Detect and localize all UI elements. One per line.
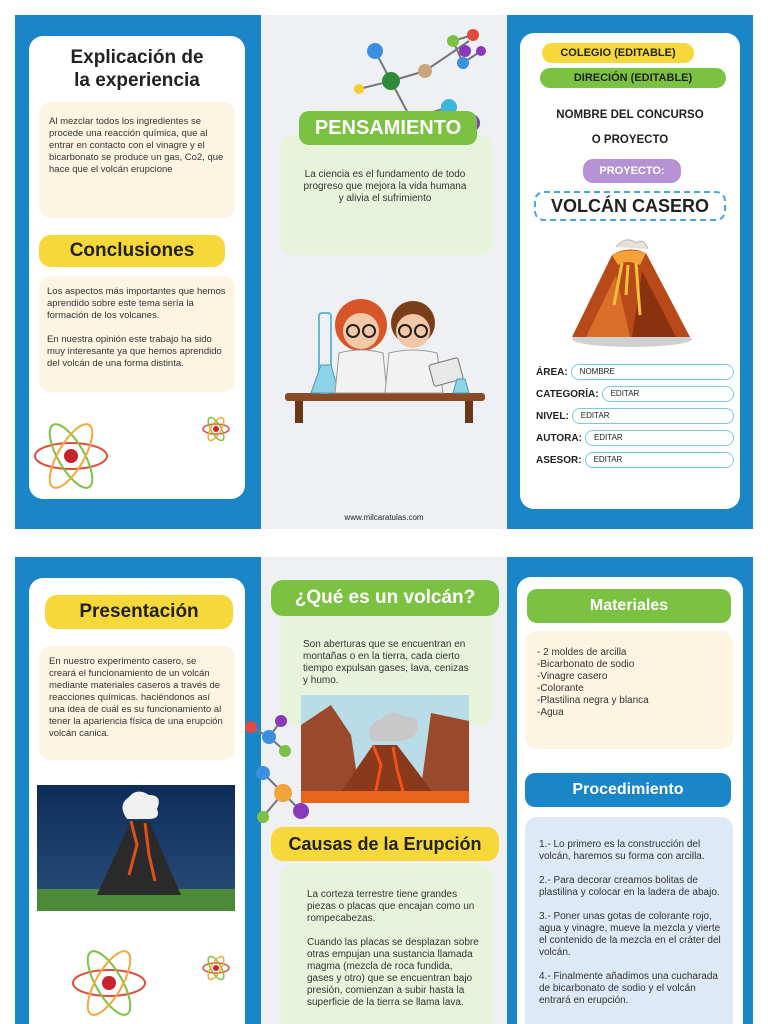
causas-para1: La corteza terrestre tiene grandes piezas o placas que encajan como un rompecabezas. [307,889,475,924]
concurso-title [520,103,740,153]
direccion-label: DIRECIÓN (EDITABLE) [540,68,726,88]
field-area-input[interactable]: NOMBRE [571,364,734,380]
brochure-outer-side [15,15,753,529]
concurso-line2: O PROYECTO [591,134,669,146]
causas-title: Causas de la Erupción [271,827,499,861]
conclusiones-title: Conclusiones [39,235,225,267]
atom-icon [31,416,111,496]
procedimiento-step: 2.- Para decorar creamos bolitas de plastilina y colocar en la ladera de abajo. [539,875,720,898]
kids-scientists-illustration [281,283,491,425]
proyecto-label: PROYECTO: [583,159,681,183]
material-item: -Agua [537,707,564,718]
field-autora-label: AUTORA: [536,432,582,444]
procedimiento-steps [525,817,733,1024]
concurso-line1: NOMBRE DEL CONCURSO [556,109,704,121]
panel-cover [507,15,753,529]
field-categoria [536,386,734,402]
procedimiento-step: 3.- Poner unas gotas de colorante rojo, agua y vinagre, mueve la mezcla y vierte el contenido de la mezcla en el cráter del volcán. [539,911,721,958]
materiales-title: Materiales [527,589,731,623]
card-materiales [517,577,743,1024]
field-nivel-input[interactable]: EDITAR [572,408,734,424]
pensamiento-box [281,135,493,255]
material-item: -Vinagre casero [537,671,608,682]
conclusiones-para1: Los aspectos más importantes que hemos aprendido sobre este tema sería la formación de los volcanes. [47,286,226,321]
panel-pensamiento [261,15,507,529]
website-footer: www.milcaratulas.com [344,513,424,522]
field-asesor [536,452,734,468]
field-categoria-input[interactable]: EDITAR [602,386,734,402]
panel-materiales [507,557,753,1024]
materiales-list [525,631,733,749]
field-autora [536,430,734,446]
field-nivel-label: NIVEL: [536,410,569,422]
small-atom-icon [201,414,231,444]
field-asesor-input[interactable]: EDITAR [585,452,734,468]
explicacion-title-line2: la experiencia [74,70,200,91]
pensamiento-text: La ciencia es el fundamento de todo progreso que mejora la vida humana y alivia el sufrimiento [303,169,467,204]
molecule-icon-bottom [241,707,331,847]
card-cover [520,33,740,509]
material-item: -Colorante [537,683,584,694]
presentacion-text: En nuestro experimento casero, se creará el funcionamiento de un volcán mediante materiales caseros a través de reacciones químicas. haciéndonos así una idea de cuál es su funcionamiento al tener la apariencia física de una erupción volcán canica. [39,646,235,760]
material-item: -Plastilina negra y blanca [537,695,649,706]
pensamiento-title: PENSAMIENTO [299,111,477,145]
que-es-text: Son aberturas que se encuentran en montañas o en la tierra, cada cierto tiempo expulsan gases, lava, cenizas y humo. [303,639,469,686]
atom-icon-bottom [69,943,149,1023]
panel-volcan-info [261,557,507,1024]
field-categoria-label: CATEGORÍA: [536,388,599,400]
erupting-volcano-photo [37,785,235,911]
field-nivel [536,408,734,424]
field-area [536,364,734,380]
colegio-label: COLEGIO (EDITABLE) [542,43,694,63]
causas-box [281,865,493,1024]
field-autora-input[interactable]: EDITAR [585,430,734,446]
panel-explicacion [15,15,261,529]
volcano-illustration [566,235,696,347]
procedimiento-step: 4.- Finalmente añadimos una cucharada de bicarbonato de sodio y el volcán entrará en erupción. [539,971,718,1006]
procedimiento-step: 1.- Lo primero es la construcción del volcán, haremos su forma con arcilla. [539,839,705,862]
que-es-title: ¿Qué es un volcán? [271,580,499,616]
material-item: -Bicarbonato de sodio [537,659,635,670]
field-area-label: ÁREA: [536,366,568,378]
presentacion-title: Presentación [45,595,233,629]
material-item: - 2 moldes de arcilla [537,647,627,658]
explicacion-title [29,46,245,92]
conclusiones-text [39,276,235,392]
proyecto-name: VOLCÁN CASERO [534,191,726,221]
explicacion-title-line1: Explicación de [70,47,204,68]
causas-para2: Cuando las placas se desplazan sobre otras empujan una sustancia llamada magma (mezcla de roca fundida, gases y otro) que se encuentran bajo presión, comienzan a subir hasta la superficie de la tierra se llama lava. [307,937,479,1008]
small-atom-icon-bottom [201,953,231,983]
field-asesor-label: ASESOR: [536,454,582,466]
conclusiones-para2: En nuestra opinión este trabajo ha sido muy interesante ya que hemos aprendido del volcán de una forma distinta. [47,334,222,369]
panel-presentacion [15,557,261,1024]
explicacion-text: Al mezclar todos los ingredientes se procede una reacción química, que al entrar en contacto con el vinagre y el bicarbonato se produce un gas, Co2, que hace que el volcán erupcione [39,102,235,218]
brochure-inner-side [15,557,753,1024]
card-explicacion [29,36,245,499]
procedimiento-title: Procedimiento [525,773,731,807]
